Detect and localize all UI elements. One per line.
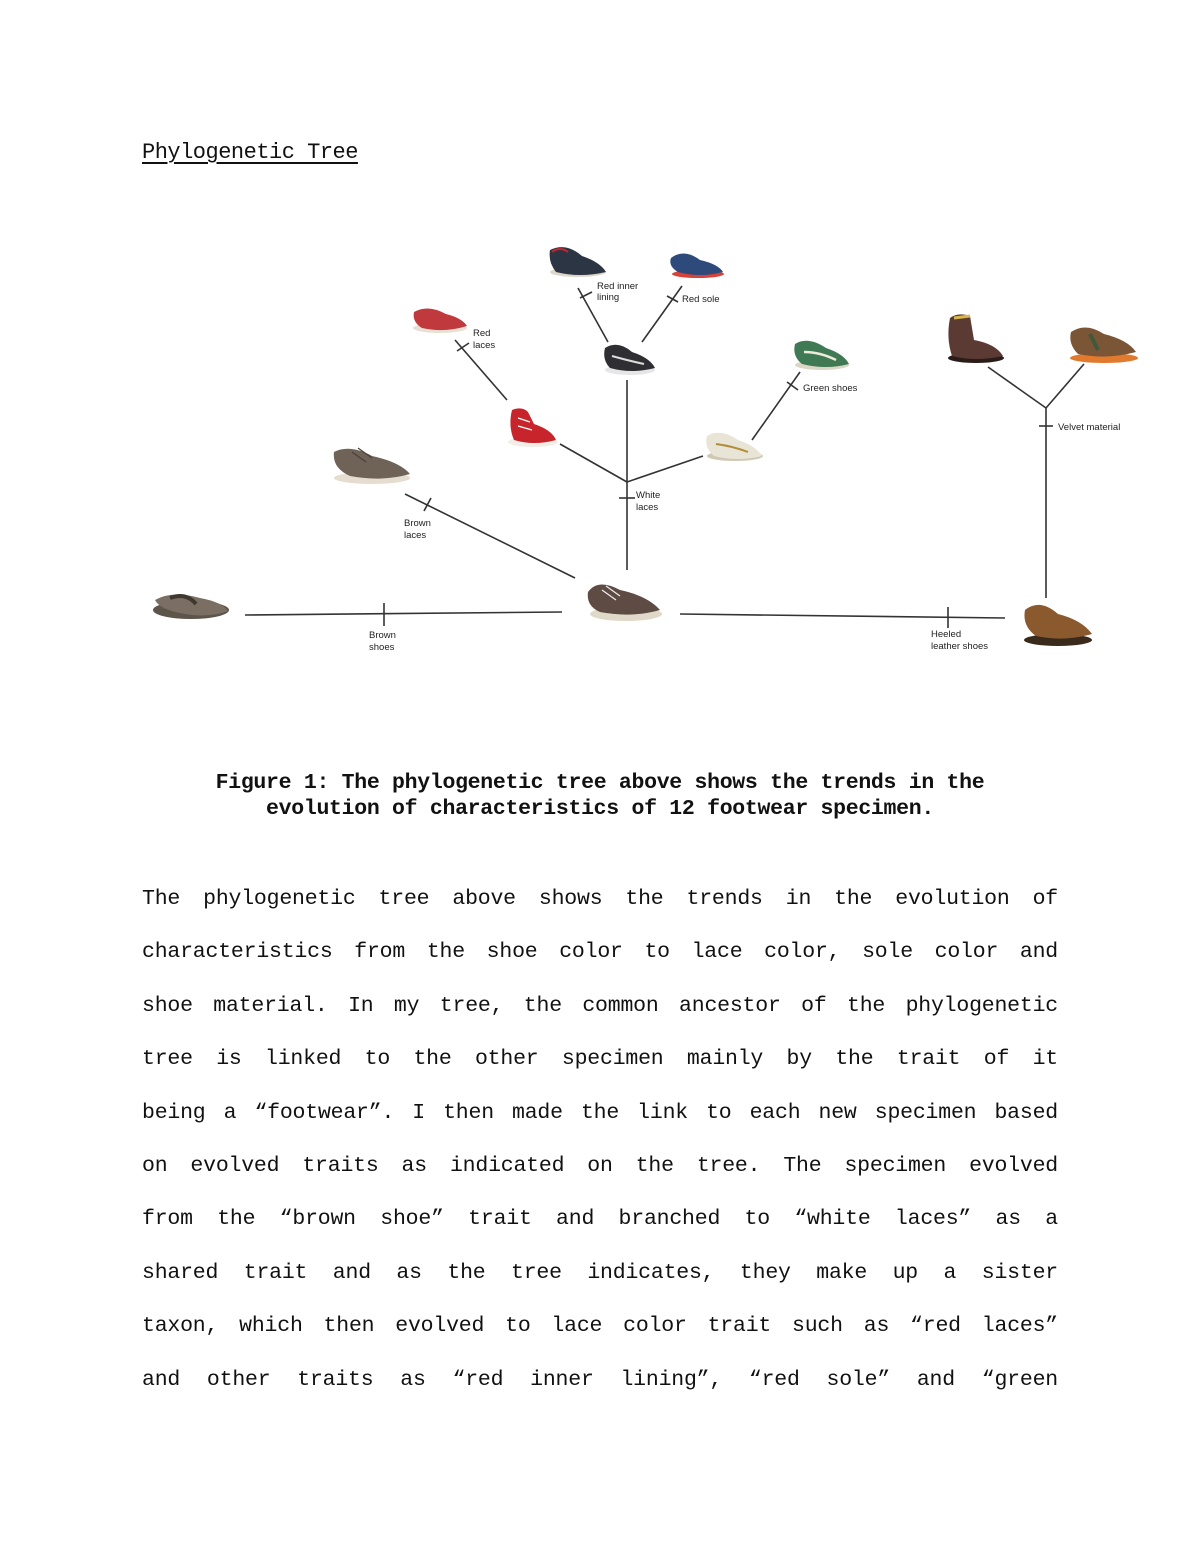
label-green-shoes: Green shoes (803, 383, 858, 394)
paragraph-line: and other traits as “red inner lining”, “red sole” and “green (142, 1367, 1058, 1392)
paragraph-line: shared trait and as the tree indicates, they make up a sister (142, 1260, 1058, 1285)
body-paragraph (142, 880, 1058, 1414)
red-hightop-image (508, 408, 558, 447)
black-white-sneaker-image (604, 345, 655, 375)
red-lining-sneaker-body (550, 247, 606, 275)
page-heading: Phylogenetic Tree (142, 140, 358, 165)
figure-caption (120, 770, 1080, 822)
brogue-body (1024, 605, 1092, 639)
label-red-lining-1: Red inner (597, 281, 639, 292)
velvet-boot-image (948, 314, 1004, 363)
ancestor-sneaker-body (588, 584, 660, 614)
tick-red-sole (667, 296, 678, 302)
brown-sneaker-image (334, 448, 410, 484)
paragraph-line: taxon, which then evolved to lace color trait such as “red laces” (142, 1314, 1058, 1339)
red-laced-sneaker-image (413, 308, 467, 333)
brogue-image (1024, 605, 1092, 646)
label-red-lining-2: lining (597, 292, 620, 303)
label-white-laces-1: White (636, 490, 661, 501)
phylogenetic-tree-figure (0, 0, 1200, 720)
ancestor-sneaker-image (588, 584, 662, 621)
branch-to-red-hightop (560, 444, 627, 482)
label-red-laces-1: Red (473, 328, 491, 339)
label-red-sole: Red sole (682, 294, 720, 305)
black-white-sneaker-body (604, 345, 655, 371)
paragraph-line: characteristics from the shoe color to lace color, sole color and (142, 940, 1058, 965)
figure-caption-line-1: Figure 1: The phylogenetic tree above shows the trends in the (215, 771, 985, 795)
label-velvet: Velvet material (1058, 422, 1121, 433)
paragraph-line: being a “footwear”. I then made the link to each new specimen based (142, 1100, 1058, 1125)
green-running-shoe-image (794, 341, 849, 370)
red-hightop-body (510, 408, 556, 443)
shoe-specimens (153, 247, 1138, 646)
red-laced-sneaker-body (414, 308, 467, 330)
velvet-boot-body (948, 314, 1003, 359)
label-white-laces-2: laces (636, 502, 659, 513)
branch-ancestor-to-brogue (680, 614, 1005, 618)
red-sole-sneaker-body (670, 253, 723, 275)
label-heeled-1: Heeled (931, 629, 962, 640)
branch-to-brown-sneaker (405, 494, 575, 578)
label-brown-shoes-1: Brown (369, 630, 396, 641)
paragraph-line: The phylogenetic tree above shows the trends in the evolution of (142, 887, 1058, 911)
label-brown-laces-1: Brown (404, 518, 431, 529)
paragraph-line: from the “brown shoe” trait and branched to “white laces” as a (142, 1207, 1058, 1232)
paragraph-line: tree is linked to the other specimen mainly by the trait of it (142, 1047, 1058, 1072)
paragraph-line: shoe material. In my tree, the common ancestor of the phylogenetic (142, 993, 1058, 1018)
label-red-laces-2: laces (473, 340, 496, 351)
figure-caption-line-2: evolution of characteristics of 12 footwear specimen. (266, 797, 934, 821)
branch-to-velvet-boot (988, 367, 1046, 408)
label-heeled-2: leather shoes (931, 641, 989, 652)
trait-labels (369, 281, 1120, 653)
red-sole-sneaker-image (670, 253, 724, 278)
orange-sole-shoe-body (1070, 327, 1136, 356)
sandal-image (153, 594, 229, 619)
branch-to-green-shoes (752, 372, 800, 440)
paragraph-line: on evolved traits as indicated on the tree. The specimen evolved (142, 1153, 1058, 1178)
branch-to-orange-sole (1046, 364, 1084, 408)
branch-sandal-to-ancestor (245, 612, 562, 615)
red-lining-sneaker-image (550, 247, 606, 277)
orange-sole-shoe-image (1070, 327, 1138, 363)
branch-to-red-sole (642, 286, 682, 342)
label-brown-shoes-2: shoes (369, 642, 395, 653)
label-brown-laces-2: laces (404, 530, 427, 541)
branch-to-white-runner (627, 456, 703, 482)
